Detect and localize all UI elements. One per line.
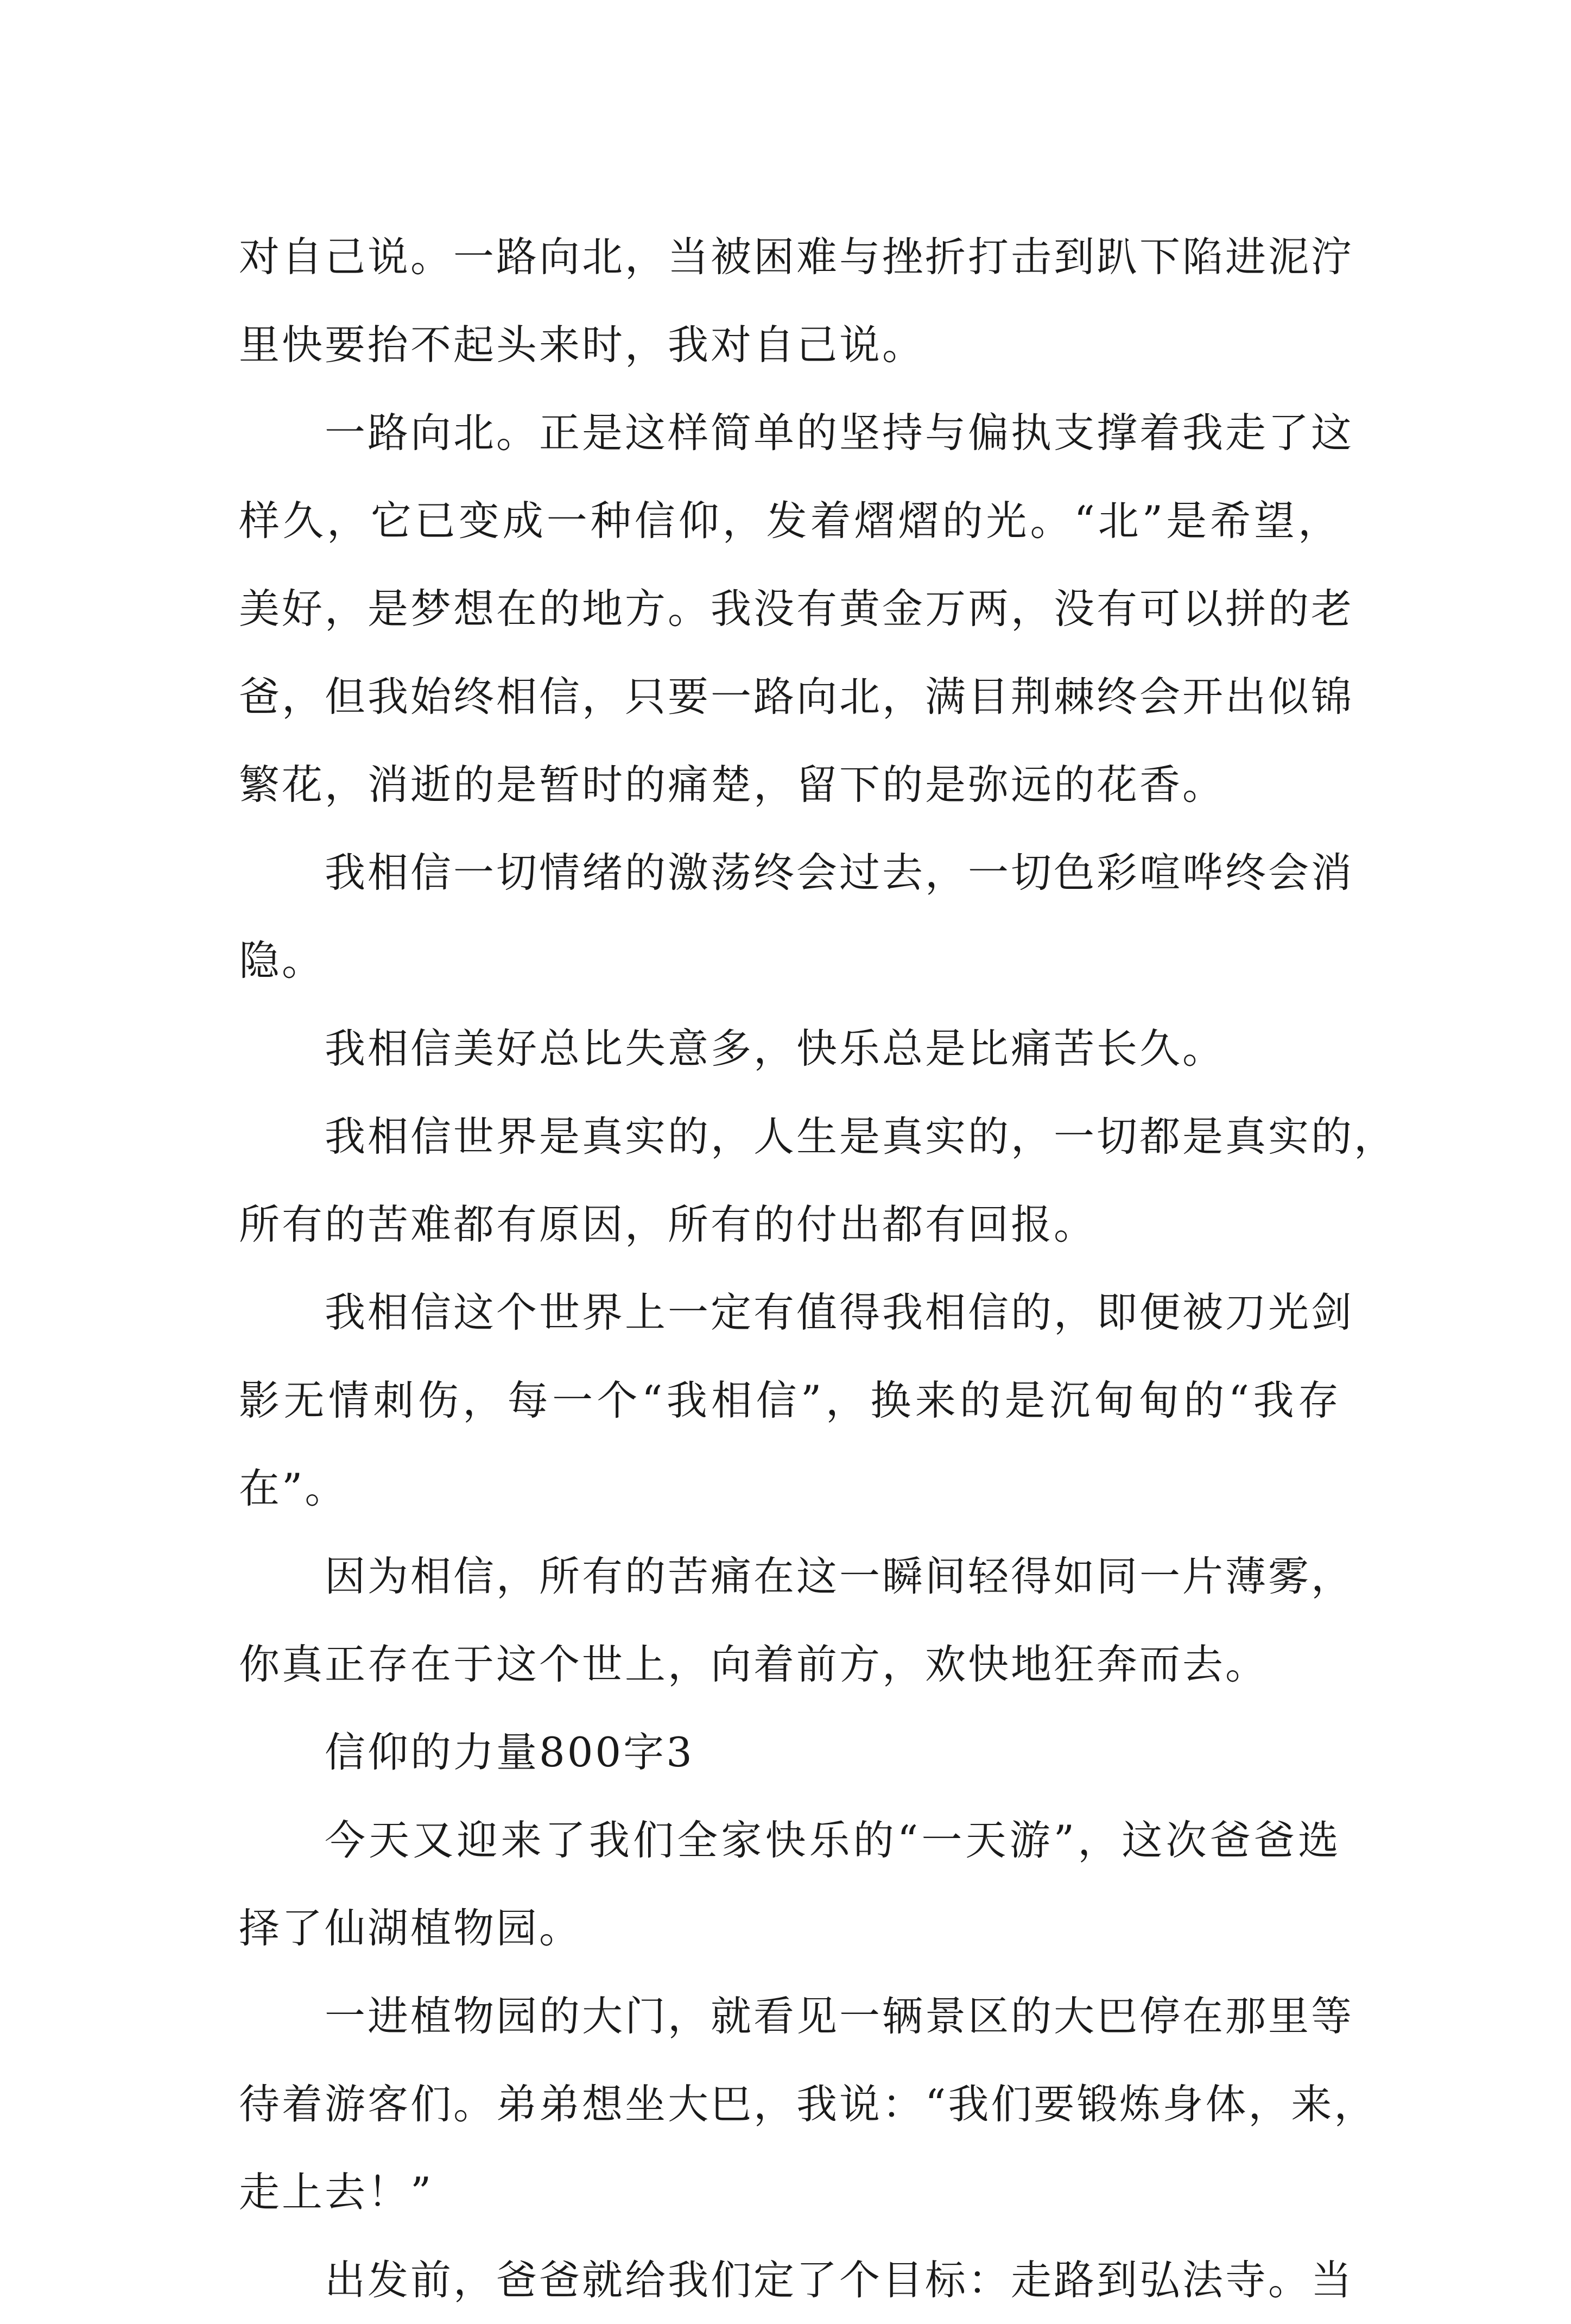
- text-line: 择了仙湖植物园。: [239, 1904, 582, 1952]
- text-line: 美好，是梦想在的地方。我没有黄金万两，没有可以拼的老: [239, 585, 1354, 633]
- text-line: 对自己说。一路向北，当被困难与挫折打击到趴下陷进泥泞: [239, 233, 1354, 281]
- section-heading: 信仰的力量800字3: [325, 1728, 694, 1776]
- paragraph-start-line: 今天又迎来了我们全家快乐的“一天游”，这次爸爸选: [325, 1816, 1341, 1864]
- paragraph-start-line: 一进植物园的大门，就看见一辆景区的大巴停在那里等: [325, 1992, 1354, 2040]
- text-line: 影无情刺伤，每一个“我相信”，换来的是沉甸甸的“我存: [239, 1376, 1341, 1424]
- paragraph-start-line: 我相信美好总比失意多，快乐总是比痛苦长久。: [325, 1025, 1226, 1072]
- text-line: 爸，但我始终相信，只要一路向北，满目荆棘终会开出似锦: [239, 673, 1354, 721]
- paragraph-start-line: 一路向北。正是这样简单的坚持与偏执支撑着我走了这: [325, 409, 1354, 457]
- body-text: [239, 213, 1397, 2324]
- text-line: 里快要抬不起头来时，我对自己说。: [239, 321, 926, 369]
- text-line: 所有的苦难都有原因，所有的付出都有回报。: [239, 1201, 1097, 1248]
- paragraph-start-line: 出发前，爸爸就给我们定了个目标：走路到弘法寺。当: [325, 2256, 1354, 2304]
- text-line: 隐。: [239, 937, 325, 984]
- text-line: 你真正存在于这个世上，向着前方，欢快地狂奔而去。: [239, 1640, 1269, 1688]
- paragraph-start-line: 我相信这个世界上一定有值得我相信的，即便被刀光剑: [325, 1289, 1354, 1336]
- text-line: 样久，它已变成一种信仰，发着熠熠的光。“北”是希望，: [239, 497, 1341, 545]
- text-line: 待着游客们。弟弟想坐大巴，我说：“我们要锻炼身体，来，: [239, 2080, 1377, 2128]
- paragraph-start-line: 因为相信，所有的苦痛在这一瞬间轻得如同一片薄雾，: [325, 1552, 1354, 1600]
- text-line: 走上去！”: [239, 2168, 434, 2216]
- text-line: 在”。: [239, 1464, 348, 1512]
- text-line: 繁花，消逝的是暂时的痛楚，留下的是弥远的花香。: [239, 761, 1226, 809]
- paragraph-start-line: 我相信一切情绪的激荡终会过去，一切色彩喧哗终会消: [325, 849, 1354, 896]
- paragraph-start-line: 我相信世界是真实的，人生是真实的，一切都是真实的，: [325, 1113, 1397, 1160]
